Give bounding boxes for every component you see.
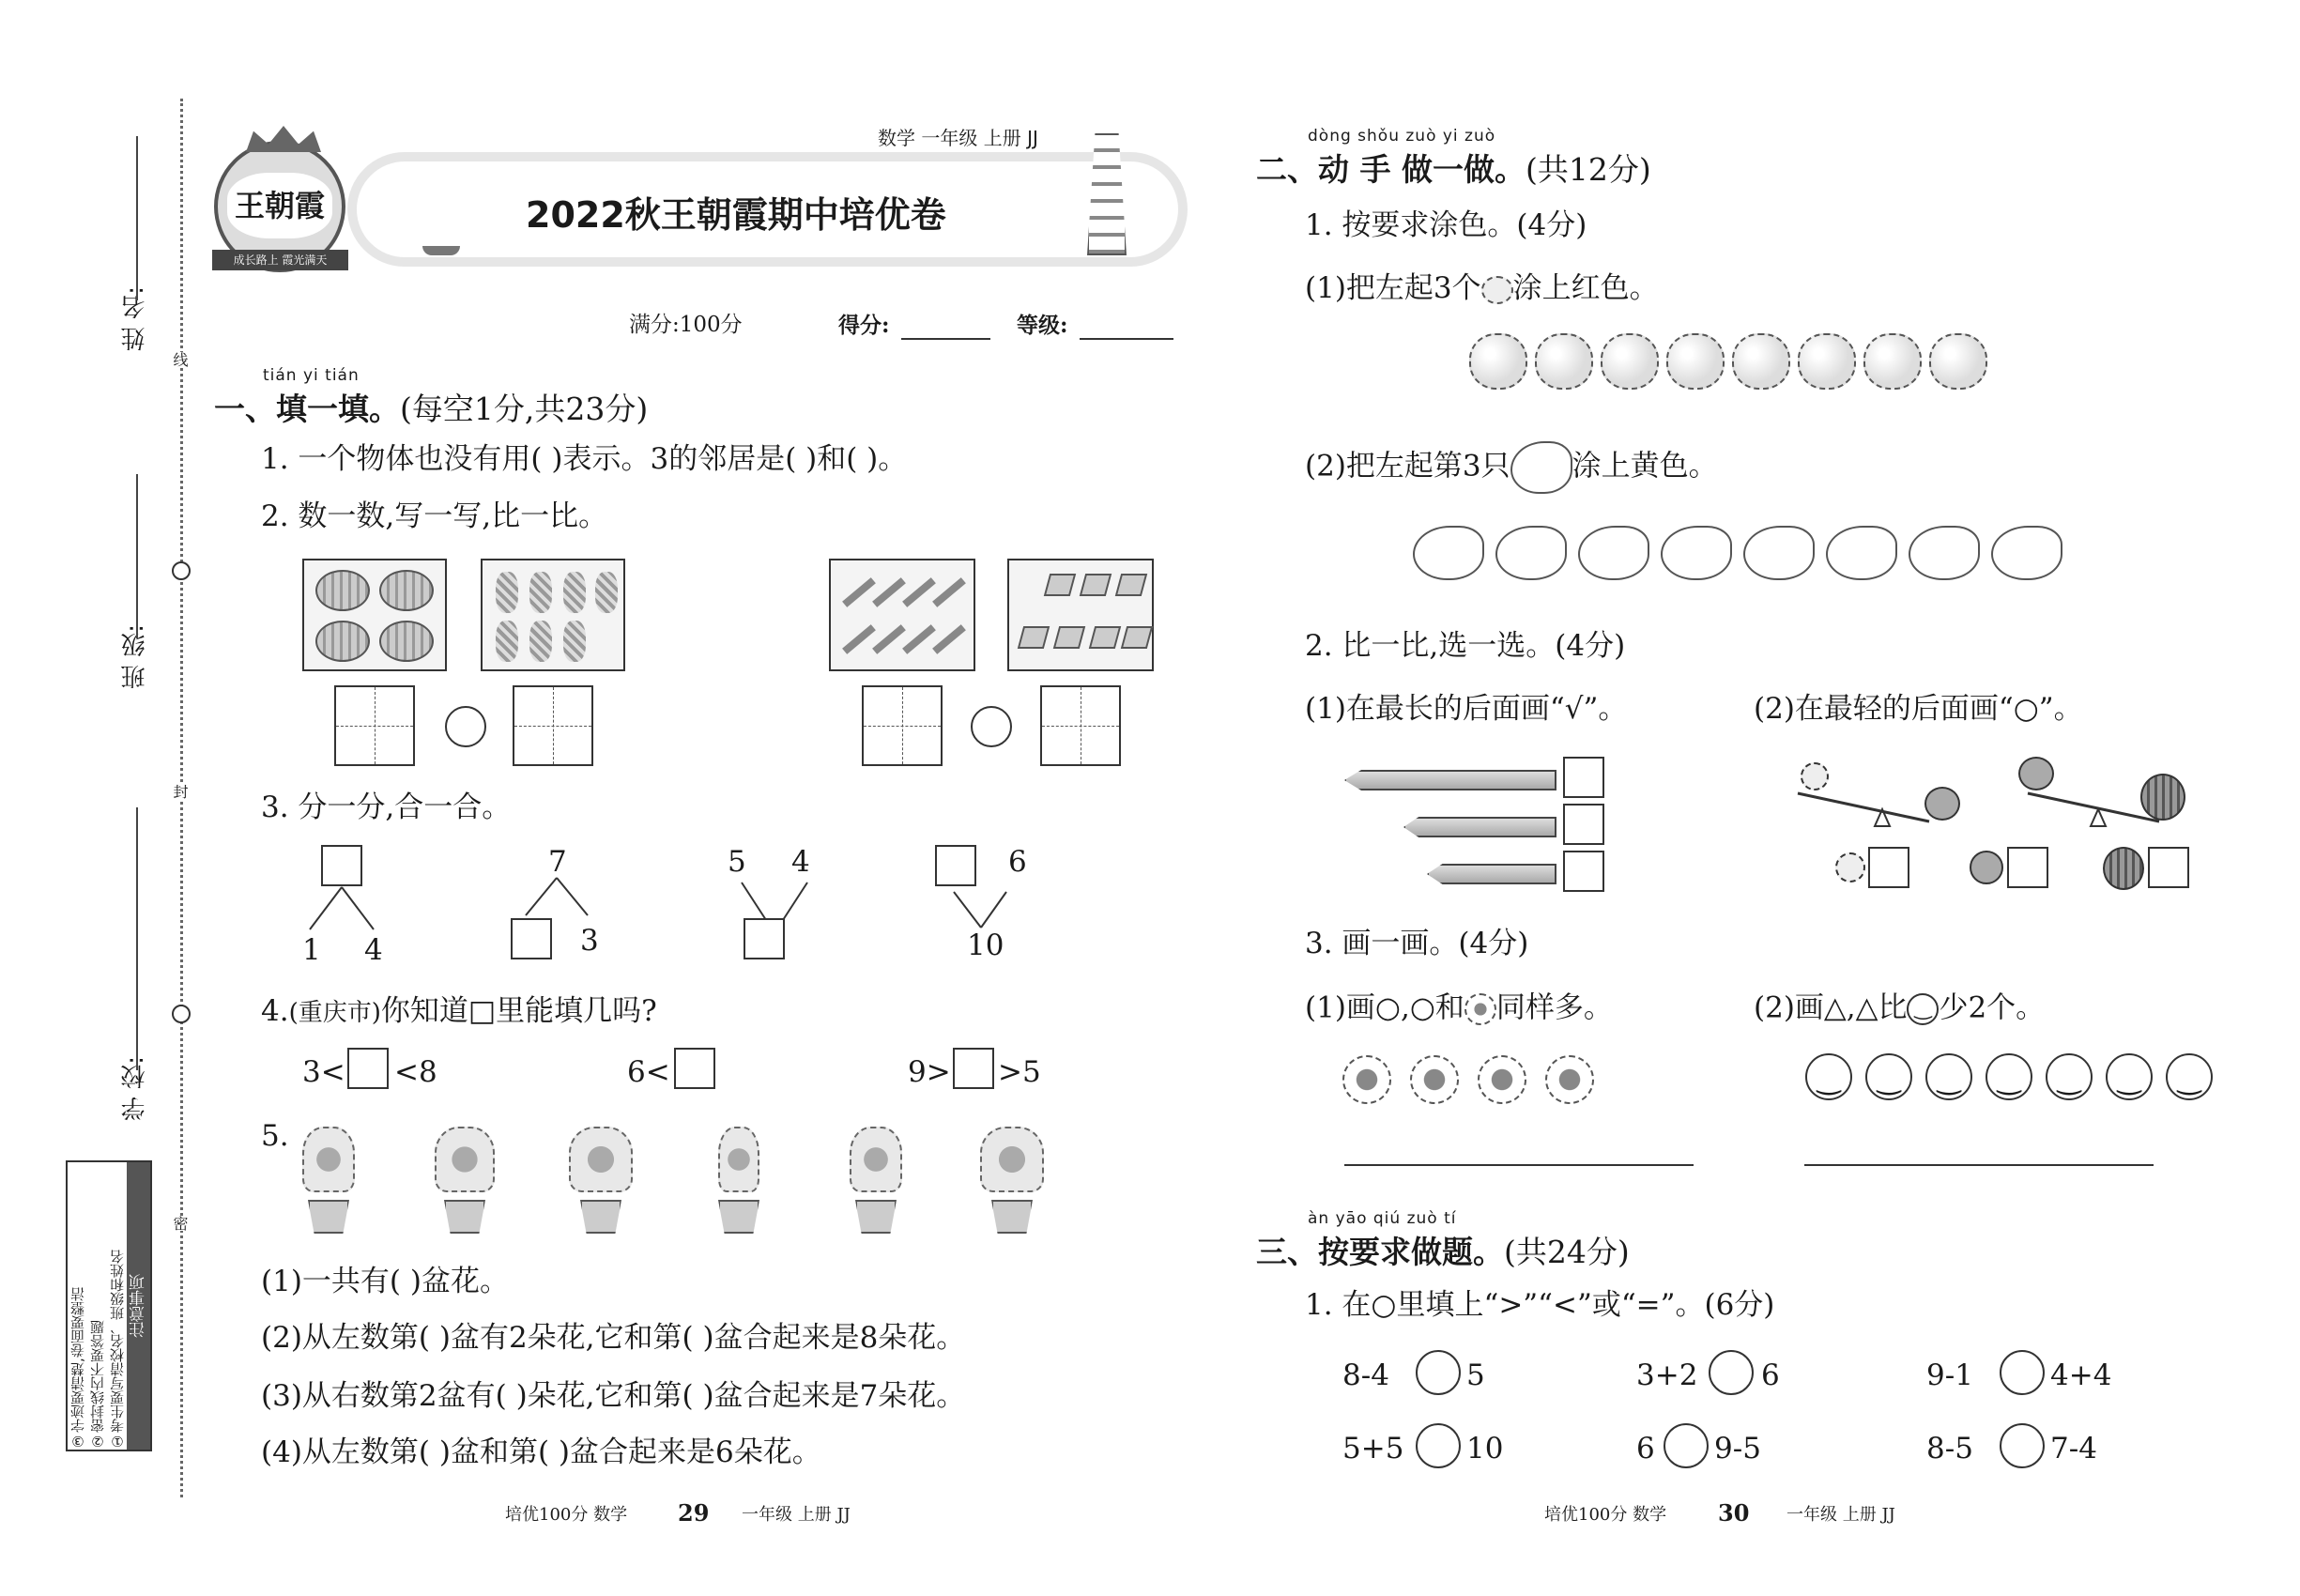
apple-icon bbox=[1601, 333, 1659, 390]
s2q2-2-text: (2)在最轻的后面画“○”。 bbox=[1754, 692, 2083, 726]
smiley-icon: ‿ bbox=[2106, 1053, 2153, 1100]
compare-circle[interactable] bbox=[445, 706, 486, 747]
notes-box bbox=[66, 1160, 152, 1451]
cut-mark-seal: 封 bbox=[171, 784, 189, 799]
s2q1-1-text: (1)把左起3个 涂上红色。 bbox=[1305, 271, 1659, 305]
flower-pot-icon bbox=[291, 1127, 366, 1239]
q5-1-text: (1)一共有( )盆花。 bbox=[261, 1265, 509, 1298]
pineapple-icon bbox=[563, 572, 586, 613]
pencil-icon bbox=[932, 624, 966, 654]
s2q2-text: 2. 比一比,选一选。(4分) bbox=[1305, 629, 1626, 663]
sharpener-icon bbox=[1089, 626, 1121, 649]
q1-text: 1. 一个物体也没有用( )表示。3的邻居是( )和( )。 bbox=[261, 442, 908, 476]
q3-text: 3. 分一分,合一合。 bbox=[261, 790, 512, 824]
goose-icon bbox=[1510, 441, 1572, 494]
answer-grid[interactable] bbox=[1040, 685, 1121, 766]
pencil-icon bbox=[842, 577, 876, 607]
footer-right-grade: 一年级 上册 JJ bbox=[1786, 1505, 1895, 1525]
compare-right: 7-4 bbox=[2050, 1432, 2097, 1466]
sharpener-icon bbox=[1121, 626, 1153, 649]
sec3-heading: 三、按要求做题。(共24分) bbox=[1256, 1234, 1630, 1270]
sharpener-icon bbox=[1053, 626, 1085, 649]
flower-pot-icon bbox=[701, 1127, 776, 1239]
pencil-icon bbox=[902, 624, 936, 654]
full-score: 满分:100分 bbox=[629, 313, 743, 337]
answer-grid[interactable] bbox=[334, 685, 415, 766]
pencil-icon bbox=[872, 624, 906, 654]
compare-left: 3+2 bbox=[1636, 1358, 1698, 1392]
name-label: 姓 名: bbox=[121, 286, 149, 352]
sharpener-icon bbox=[1044, 574, 1076, 596]
pencil-mid-icon bbox=[1403, 817, 1556, 837]
goose-icon bbox=[1661, 526, 1732, 580]
q5-4-text: (4)从左数第( )盆和第( )盆合起来是6朵花。 bbox=[261, 1435, 821, 1469]
apple-icon bbox=[1666, 333, 1725, 390]
goose-icon bbox=[1909, 526, 1980, 580]
compare-right: 4+4 bbox=[2050, 1358, 2112, 1392]
split-top-box[interactable] bbox=[321, 845, 362, 886]
smiley-icon: ‿ bbox=[2046, 1053, 2093, 1100]
split-a-left: 1 bbox=[302, 933, 321, 967]
compare-circle[interactable] bbox=[1416, 1423, 1461, 1468]
note-2: ②密封线内不要答题 bbox=[89, 1320, 106, 1450]
flower-icon bbox=[1464, 993, 1496, 1025]
footer-left-label: 培优100分 数学 bbox=[505, 1505, 628, 1525]
s3q1-text: 1. 在○里填上“>”“<”或“=”。(6分) bbox=[1305, 1288, 1775, 1322]
split-b-top: 7 bbox=[548, 845, 567, 879]
page-number: 29 bbox=[678, 1499, 710, 1527]
logo-text: 王朝霞 bbox=[234, 188, 325, 223]
apple-icon bbox=[1798, 333, 1856, 390]
pineapple-icon bbox=[529, 621, 552, 662]
q4-a-right: <8 bbox=[394, 1055, 437, 1089]
pineapple-icon bbox=[529, 572, 552, 613]
apple-icon bbox=[1732, 333, 1790, 390]
flower-pot-icon bbox=[838, 1127, 913, 1239]
draw-line-right[interactable] bbox=[1804, 1164, 2154, 1166]
pineapple-icon bbox=[563, 621, 586, 662]
goose-icon bbox=[1826, 526, 1897, 580]
sec3-pinyin: àn yāo qiú zuò tí bbox=[1308, 1209, 1457, 1228]
binding-hole bbox=[172, 561, 191, 580]
q4-text: 4.(重庆市)你知道□里能填几吗? bbox=[261, 994, 657, 1028]
class-field[interactable] bbox=[136, 474, 138, 638]
smiley-icon: ‿ bbox=[1805, 1053, 1852, 1100]
compare-left: 8-4 bbox=[1342, 1358, 1389, 1392]
s2q3-text: 3. 画一画。(4分) bbox=[1305, 927, 1529, 960]
compare-circle[interactable] bbox=[2000, 1423, 2045, 1468]
note-3: ③字迹要清楚,卷面要整洁 bbox=[69, 1287, 86, 1450]
smiley-icon: ‿ bbox=[1865, 1053, 1912, 1100]
goose-icon bbox=[1413, 526, 1484, 580]
q4-b-box[interactable] bbox=[674, 1048, 715, 1089]
answer-grid[interactable] bbox=[862, 685, 943, 766]
merge-c-box[interactable] bbox=[744, 918, 785, 959]
q4-c-left: 9> bbox=[908, 1055, 951, 1089]
compare-left: 8-5 bbox=[1926, 1432, 1973, 1466]
split-b-right: 3 bbox=[580, 924, 599, 958]
pencil-short-icon bbox=[1427, 864, 1556, 884]
goose-icon bbox=[1743, 526, 1815, 580]
notes-title: 注意事项 bbox=[127, 1162, 150, 1450]
pencil-short-answer[interactable] bbox=[1563, 851, 1604, 892]
s2q3-2-text: (2)画△,△比 ‿ 少2个。 bbox=[1754, 990, 2046, 1025]
flower-icon bbox=[1410, 1055, 1459, 1104]
flower-row bbox=[1342, 1055, 1605, 1112]
goose-icon bbox=[1991, 526, 2062, 580]
name-field[interactable] bbox=[136, 136, 138, 300]
smiley-icon: ‿ bbox=[1925, 1053, 1972, 1100]
sec1-heading: 一、填一填。(每空1分,共23分) bbox=[214, 391, 649, 427]
sharpener-icon bbox=[1115, 574, 1147, 596]
apple-icon bbox=[1481, 276, 1513, 304]
class-label: 班 级: bbox=[121, 624, 149, 690]
sharpener-icon bbox=[1080, 574, 1112, 596]
goose-icon bbox=[1495, 526, 1567, 580]
compare-circle[interactable] bbox=[1664, 1423, 1709, 1468]
binding-hole bbox=[172, 1005, 191, 1023]
q5-3-text: (3)从右数第2盆有( )朵花,它和第( )盆合起来是7朵花。 bbox=[261, 1379, 966, 1413]
watermelon-picture bbox=[302, 559, 447, 671]
pencil-icon bbox=[902, 577, 936, 607]
compare-circle[interactable] bbox=[1416, 1350, 1461, 1395]
flower-pot-icon bbox=[563, 1127, 638, 1239]
note-1: ①考生要写清校名、班级和姓名 bbox=[109, 1250, 126, 1450]
cut-mark-secret: 密 bbox=[171, 1216, 189, 1231]
logo-ribbon: 成长路上 霞光满天 bbox=[212, 250, 348, 270]
apple-icon bbox=[1835, 852, 1865, 882]
s2q2-1-text: (1)在最长的后面画“√”。 bbox=[1305, 692, 1628, 726]
s2q1-2-text: (2)把左起第3只 涂上黄色。 bbox=[1305, 441, 1718, 494]
page-title: 2022秋王朝霞期中培优卷 bbox=[526, 194, 946, 236]
q4-c-box[interactable] bbox=[953, 1048, 994, 1089]
merge-c-right: 4 bbox=[791, 845, 810, 879]
flower-pots-row bbox=[291, 1127, 1080, 1239]
logo-crown-icon bbox=[246, 126, 321, 152]
lightest-watermelon-answer[interactable] bbox=[2148, 847, 2189, 888]
pencil-icon bbox=[932, 577, 966, 607]
compare-left: 6 bbox=[1636, 1432, 1655, 1466]
sharpener-picture bbox=[1007, 559, 1154, 671]
watermelon-icon bbox=[379, 621, 434, 662]
flower-pot-icon bbox=[974, 1127, 1050, 1239]
tomato-icon bbox=[1924, 787, 1960, 821]
school-field[interactable] bbox=[136, 807, 138, 1070]
watermelon-icon bbox=[315, 570, 370, 611]
apple-icon bbox=[1863, 333, 1922, 390]
tomato-icon bbox=[1970, 851, 2003, 884]
pencil-long-icon bbox=[1344, 770, 1556, 790]
compare-right: 10 bbox=[1466, 1432, 1504, 1466]
split-b-box[interactable] bbox=[511, 918, 552, 959]
watermelon-icon bbox=[2140, 774, 2185, 821]
q2-text: 2. 数一数,写一写,比一比。 bbox=[261, 499, 608, 533]
pencil-icon bbox=[842, 624, 876, 654]
smiley-icon: ‿ bbox=[1907, 993, 1939, 1025]
compare-left: 5+5 bbox=[1342, 1432, 1404, 1466]
s2q3-1-text: (1)画○,○和 同样多。 bbox=[1305, 990, 1613, 1025]
pencil-long-answer[interactable] bbox=[1563, 757, 1604, 798]
s2q1-text: 1. 按要求涂色。(4分) bbox=[1305, 208, 1587, 242]
footer-left-grade: 一年级 上册 JJ bbox=[742, 1505, 851, 1525]
pencil-icon bbox=[872, 577, 906, 607]
answer-grid[interactable] bbox=[513, 685, 593, 766]
smiley-row bbox=[1805, 1053, 2228, 1106]
merge-d-bottom: 10 bbox=[967, 928, 1004, 962]
compare-circle[interactable] bbox=[971, 706, 1012, 747]
sec1-pinyin: tián yi tián bbox=[263, 366, 360, 385]
flower-icon bbox=[1478, 1055, 1526, 1104]
flower-icon bbox=[1545, 1055, 1594, 1104]
boat-icon bbox=[422, 246, 460, 255]
flower-pot-icon bbox=[427, 1127, 502, 1239]
q4-a-left: 3< bbox=[302, 1055, 345, 1089]
footer-right-label: 培优100分 数学 bbox=[1544, 1505, 1667, 1525]
sec2-pinyin: dòng shǒu zuò yi zuò bbox=[1308, 127, 1496, 146]
tomato-icon bbox=[2018, 757, 2054, 790]
grade-field[interactable] bbox=[1080, 338, 1173, 340]
smiley-icon: ‿ bbox=[2166, 1053, 2213, 1100]
compare-right: 9-5 bbox=[1714, 1432, 1761, 1466]
lightest-tomato-answer[interactable] bbox=[2007, 847, 2048, 888]
apple-icon bbox=[1535, 333, 1593, 390]
pineapple-picture bbox=[481, 559, 625, 671]
pineapple-icon bbox=[595, 572, 618, 613]
pencil-mid-answer[interactable] bbox=[1563, 804, 1604, 845]
sec2-heading: 二、动 手 做一做。(共12分) bbox=[1256, 151, 1651, 188]
watermelon-icon bbox=[315, 621, 370, 662]
subject-grade: 数学 一年级 上册 JJ bbox=[878, 127, 1038, 149]
cut-mark-line: 线 bbox=[171, 352, 189, 367]
compare-right: 5 bbox=[1466, 1358, 1485, 1392]
score-label: 得分: bbox=[838, 313, 890, 338]
merge-c-left: 5 bbox=[728, 845, 746, 879]
draw-line-left[interactable] bbox=[1344, 1164, 1694, 1166]
compare-left: 9-1 bbox=[1926, 1358, 1973, 1392]
apple-icon bbox=[1469, 333, 1527, 390]
goose-icon bbox=[1578, 526, 1649, 580]
grade-label: 等级: bbox=[1017, 313, 1068, 338]
watermelon-icon bbox=[2103, 847, 2144, 890]
apple-icon bbox=[1929, 333, 1987, 390]
pineapple-icon bbox=[496, 572, 518, 613]
smiley-icon: ‿ bbox=[1986, 1053, 2032, 1100]
sharpener-icon bbox=[1018, 626, 1050, 649]
lightest-apple-answer[interactable] bbox=[1868, 847, 1909, 888]
apple-row bbox=[1469, 333, 1976, 395]
q5-number: 5. bbox=[261, 1119, 289, 1153]
logo-badge bbox=[214, 141, 345, 272]
page-number: 30 bbox=[1718, 1499, 1750, 1527]
pencil-picture bbox=[829, 559, 975, 671]
school-label: 学 校: bbox=[121, 1056, 149, 1122]
compare-right: 6 bbox=[1761, 1358, 1780, 1392]
merge-d-right: 6 bbox=[1008, 845, 1027, 879]
goose-row bbox=[1413, 516, 2061, 601]
watermelon-icon bbox=[379, 570, 434, 611]
merge-d-box[interactable] bbox=[935, 845, 976, 886]
q4-b-left: 6< bbox=[627, 1055, 670, 1089]
q4-c-right: >5 bbox=[998, 1055, 1041, 1089]
apple-icon bbox=[1801, 762, 1829, 790]
score-field[interactable] bbox=[901, 338, 990, 340]
q5-2-text: (2)从左数第( )盆有2朵花,它和第( )盆合起来是8朵花。 bbox=[261, 1321, 966, 1355]
logo-inner bbox=[227, 173, 332, 238]
q4-a-box[interactable] bbox=[347, 1048, 389, 1089]
split-a-right: 4 bbox=[364, 933, 383, 967]
compare-circle[interactable] bbox=[1709, 1350, 1754, 1395]
pineapple-icon bbox=[496, 621, 518, 662]
flower-icon bbox=[1342, 1055, 1391, 1104]
compare-circle[interactable] bbox=[2000, 1350, 2045, 1395]
